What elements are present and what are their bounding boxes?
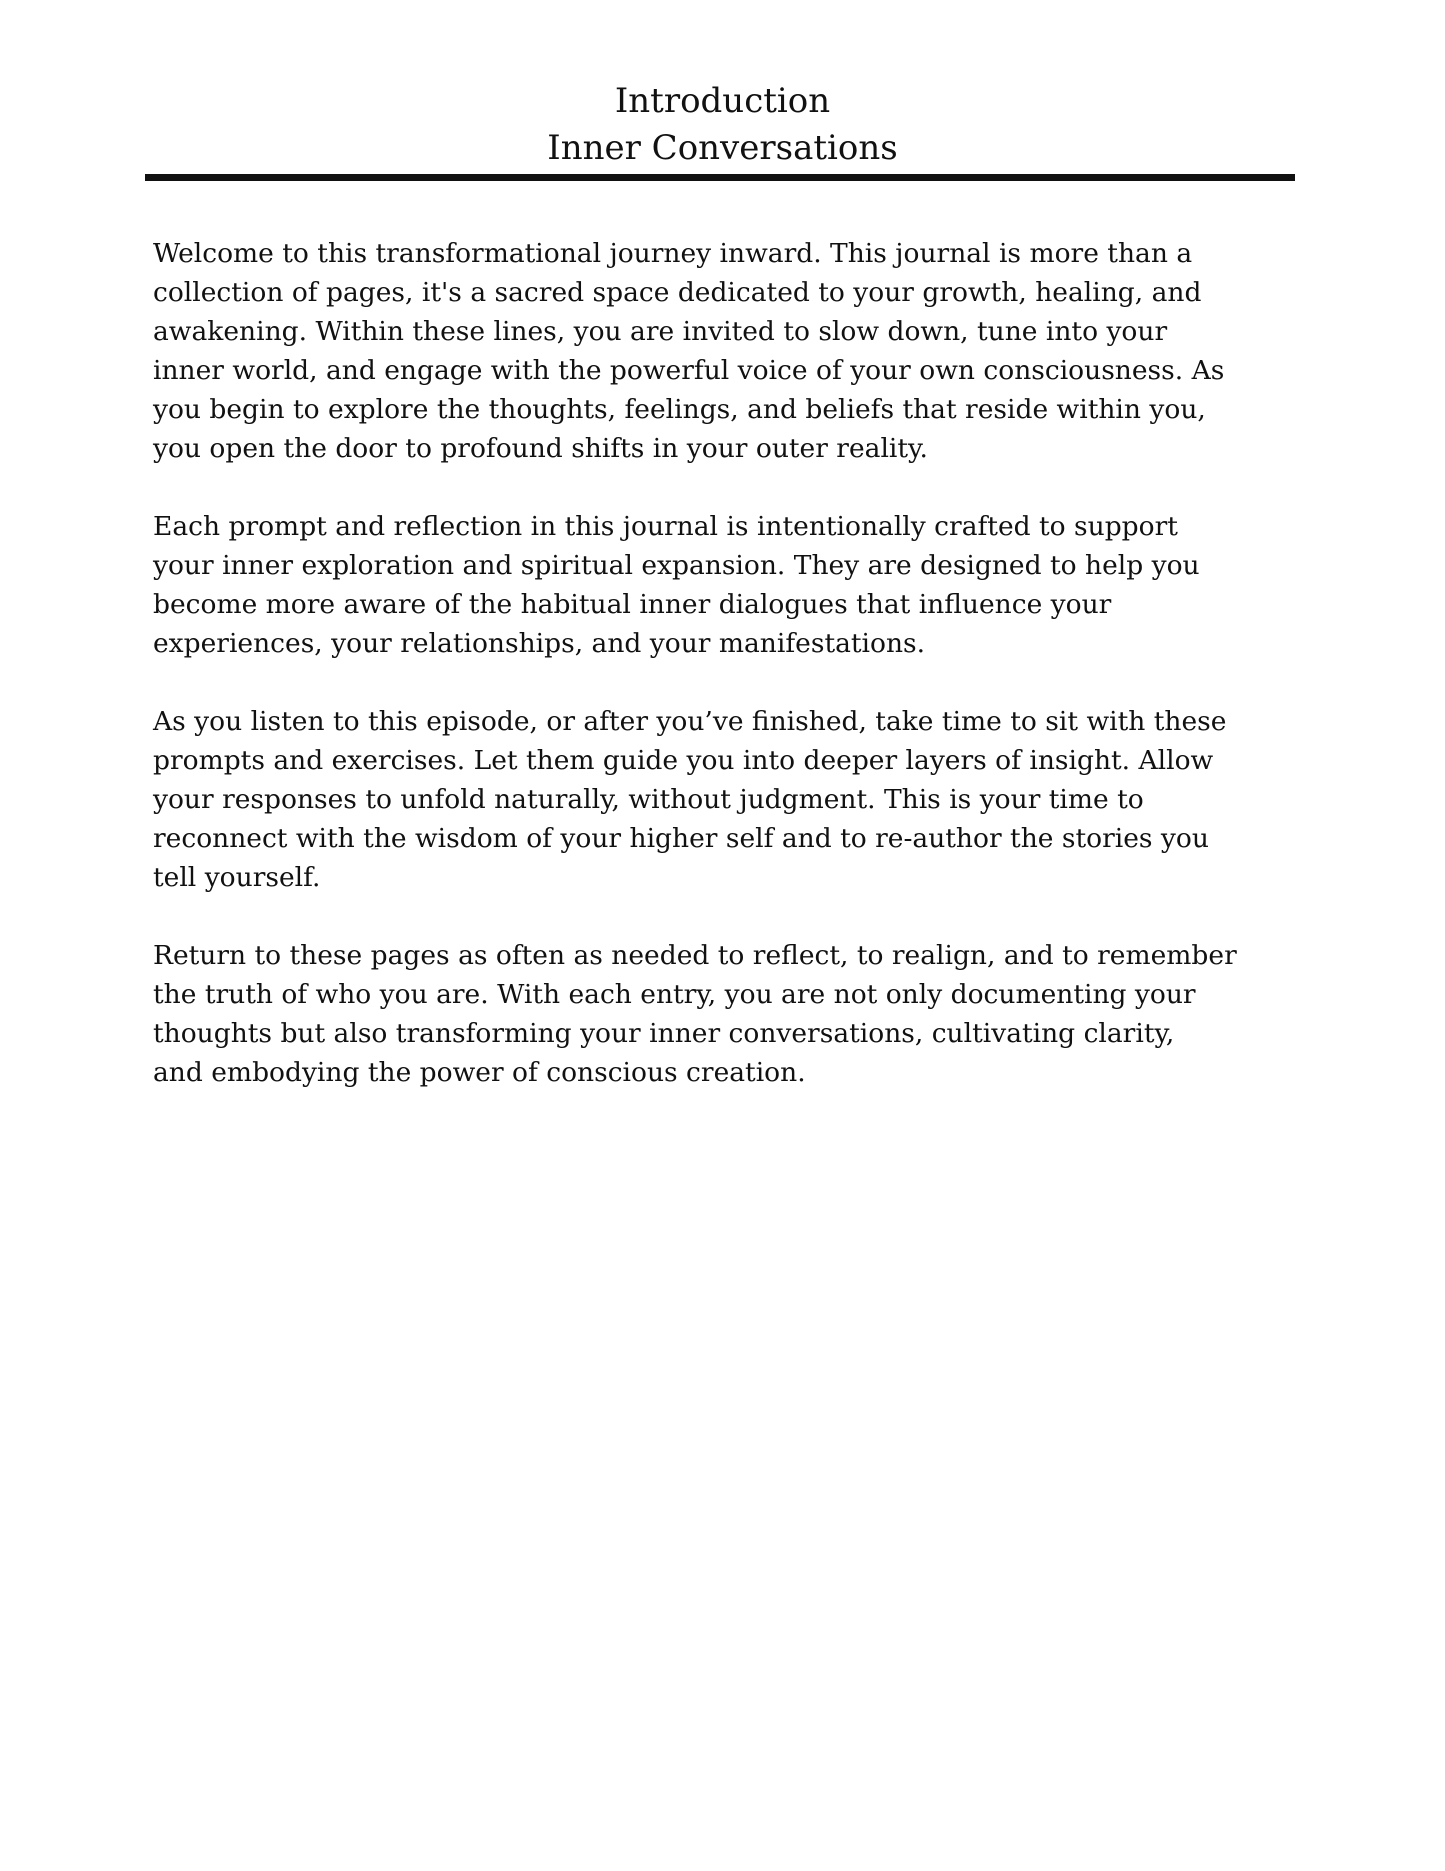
paragraph-line: reconnect with the wisdom of your higher self and to re-author the stories you xyxy=(153,823,1209,854)
paragraph-line: your inner exploration and spiritual expansion. They are designed to help you xyxy=(153,550,1200,581)
paragraph-line: prompts and exercises. Let them guide you into deeper layers of insight. Allow xyxy=(153,745,1214,776)
header-divider xyxy=(145,174,1295,181)
paragraph-line: the truth of who you are. With each entry, you are not only documenting your xyxy=(153,979,1196,1010)
paragraph-line: and embodying the power of conscious creation. xyxy=(153,1057,806,1088)
paragraph-3 xyxy=(153,702,1313,897)
paragraph-1 xyxy=(153,234,1313,468)
paragraph-4 xyxy=(153,936,1313,1092)
page-header xyxy=(0,78,1445,172)
paragraph-line: Each prompt and reflection in this journal is intentionally crafted to support xyxy=(153,511,1178,542)
paragraph-line: inner world, and engage with the powerful voice of your own consciousness. As xyxy=(153,355,1225,386)
paragraph-line: tell yourself. xyxy=(153,862,321,893)
paragraph-line: Return to these pages as often as needed to reflect, to realign, and to remember xyxy=(153,940,1237,971)
paragraph-line: your responses to unfold naturally, without judgment. This is your time to xyxy=(153,784,1144,815)
header-title: Introduction xyxy=(614,81,831,121)
paragraph-line: you open the door to profound shifts in your outer reality. xyxy=(153,433,928,464)
paragraph-line: experiences, your relationships, and your manifestations. xyxy=(153,628,926,659)
paragraph-2 xyxy=(153,507,1313,663)
header-subtitle: Inner Conversations xyxy=(547,128,898,168)
paragraph-line: become more aware of the habitual inner dialogues that influence your xyxy=(153,589,1112,620)
paragraph-line: As you listen to this episode, or after you’ve finished, take time to sit with these xyxy=(153,706,1227,737)
paragraph-line: Welcome to this transformational journey inward. This journal is more than a xyxy=(153,238,1193,269)
paragraph-line: awakening. Within these lines, you are invited to slow down, tune into your xyxy=(153,316,1168,347)
paragraph-line: thoughts but also transforming your inner conversations, cultivating clarity, xyxy=(153,1018,1175,1049)
body-text xyxy=(153,234,1313,1131)
paragraph-line: collection of pages, it's a sacred space dedicated to your growth, healing, and xyxy=(153,277,1202,308)
paragraph-line: you begin to explore the thoughts, feelings, and beliefs that reside within you, xyxy=(153,394,1206,425)
